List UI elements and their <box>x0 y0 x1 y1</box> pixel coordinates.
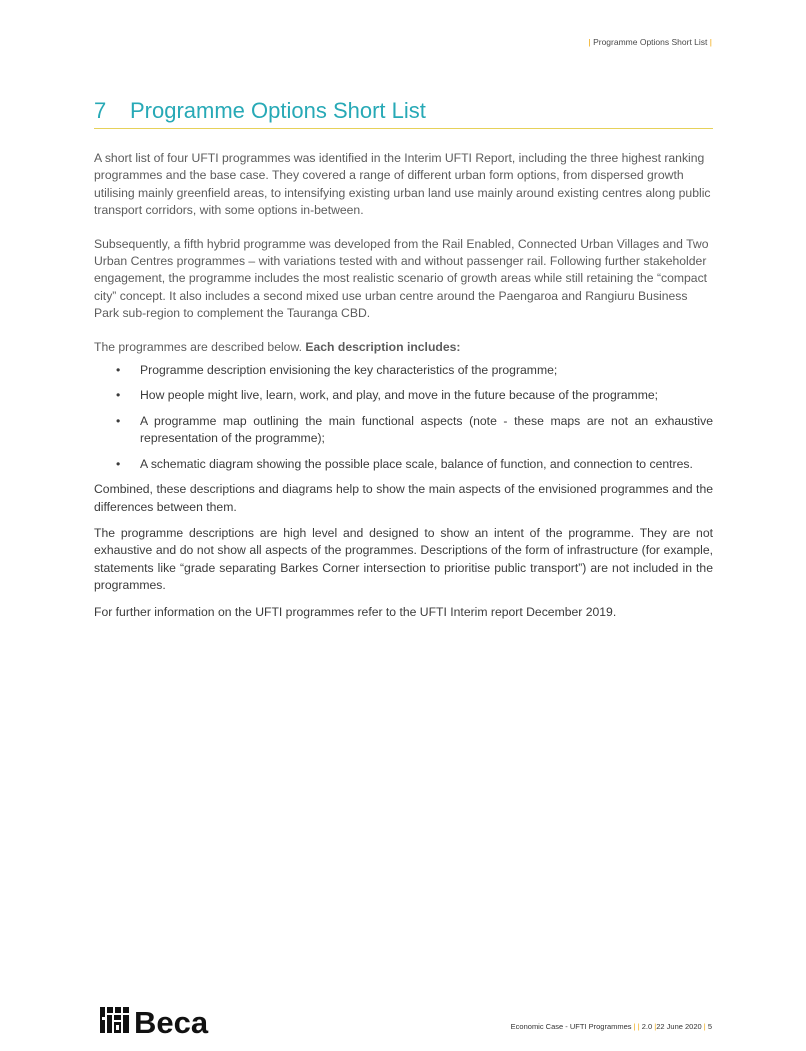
beca-logo <box>100 1005 242 1037</box>
footer-date: 22 June 2020 <box>656 1022 702 1031</box>
running-header-title: Programme Options Short List <box>593 37 708 47</box>
section-title: Programme Options Short List <box>130 98 426 123</box>
bullet-symbol: • <box>116 413 121 428</box>
intro-paragraph: A short list of four UFTI programmes was identified in the Interim UFTI Report, including the three highest ranking programmes and the base case. They covered a range of different urban form options, from dispersed growth utilising mainly greenfield areas, to intensifying existing urban land use mainly around existing centres along public transport corridors, with some options in-between. <box>94 151 711 218</box>
description-lead-text: The programmes are described below. <box>94 339 306 354</box>
bullet-item <box>94 362 713 379</box>
page-number: 5 <box>707 1022 712 1031</box>
running-header <box>588 37 712 47</box>
bullet-text: A schematic diagram showing the possible place scale, balance of function, and connection to centres. <box>140 456 693 471</box>
header-pipe-left: | <box>588 37 591 47</box>
bullet-symbol: • <box>116 388 121 403</box>
footer-pipe: | <box>654 1022 657 1031</box>
footer-pipe: | <box>703 1022 706 1031</box>
section-number: 7 <box>94 98 107 123</box>
bullet-text: How people might live, learn, work, and play, and move in the future because of the programme; <box>140 388 659 403</box>
hybrid-paragraph: Subsequently, a fifth hybrid programme was developed from the Rail Enabled, Connected Urban Villages and Two Urban Centres programmes – with variations tested with and without passenger rail. Following further stakeholder engagement, the programme includes the most realistic scenario of growth areas while still retaining the “compact city” concept. It also includes a second mixed use urban centre around the Paengaroa and Rangiuru Business Park sub-region to complement the Tauranga CBD. <box>94 236 709 321</box>
footer-info <box>511 1022 712 1031</box>
further-info-paragraph: For further information on the UFTI programmes refer to the UFTI Interim report December 2019. <box>94 604 617 619</box>
high-level-paragraph: The programme descriptions are high level and designed to show an intent of the programme. They are not exhaustive and do not show all aspects of the programmes. Descriptions of the form of infrastructure (for example, statements like “grade separating Barkes Corner intersection to prioritise public transport”) are not included in the programmes. <box>94 525 713 593</box>
bullet-text: Programme description envisioning the key characteristics of the programme; <box>140 363 558 378</box>
beca-logo-wordmark: Beca <box>134 1005 209 1037</box>
combined-paragraph: Combined, these descriptions and diagrams help to show the main aspects of the envisioned programmes and the differences between them. <box>94 482 713 514</box>
bullet-symbol: • <box>116 456 121 471</box>
footer-pipe: | <box>637 1022 640 1031</box>
footer-version: 2.0 <box>641 1022 653 1031</box>
body-content <box>94 150 713 630</box>
footer-doc-title: Economic Case - UFTI Programmes <box>510 1022 632 1031</box>
description-lead-paragraph <box>94 339 713 356</box>
header-pipe-right: | <box>709 37 712 47</box>
bullet-item <box>94 387 713 404</box>
bullet-item <box>94 413 713 448</box>
section-heading <box>94 98 713 129</box>
bullet-symbol: • <box>116 363 121 378</box>
description-lead-bold: Each description includes: <box>305 339 461 354</box>
footer-pipe: | <box>633 1022 636 1031</box>
bullet-item <box>94 456 713 473</box>
description-bullet-list <box>94 362 713 473</box>
bullet-text: A programme map outlining the main functional aspects (note - these maps are not an exhaustive representation of the programme); <box>140 413 713 446</box>
